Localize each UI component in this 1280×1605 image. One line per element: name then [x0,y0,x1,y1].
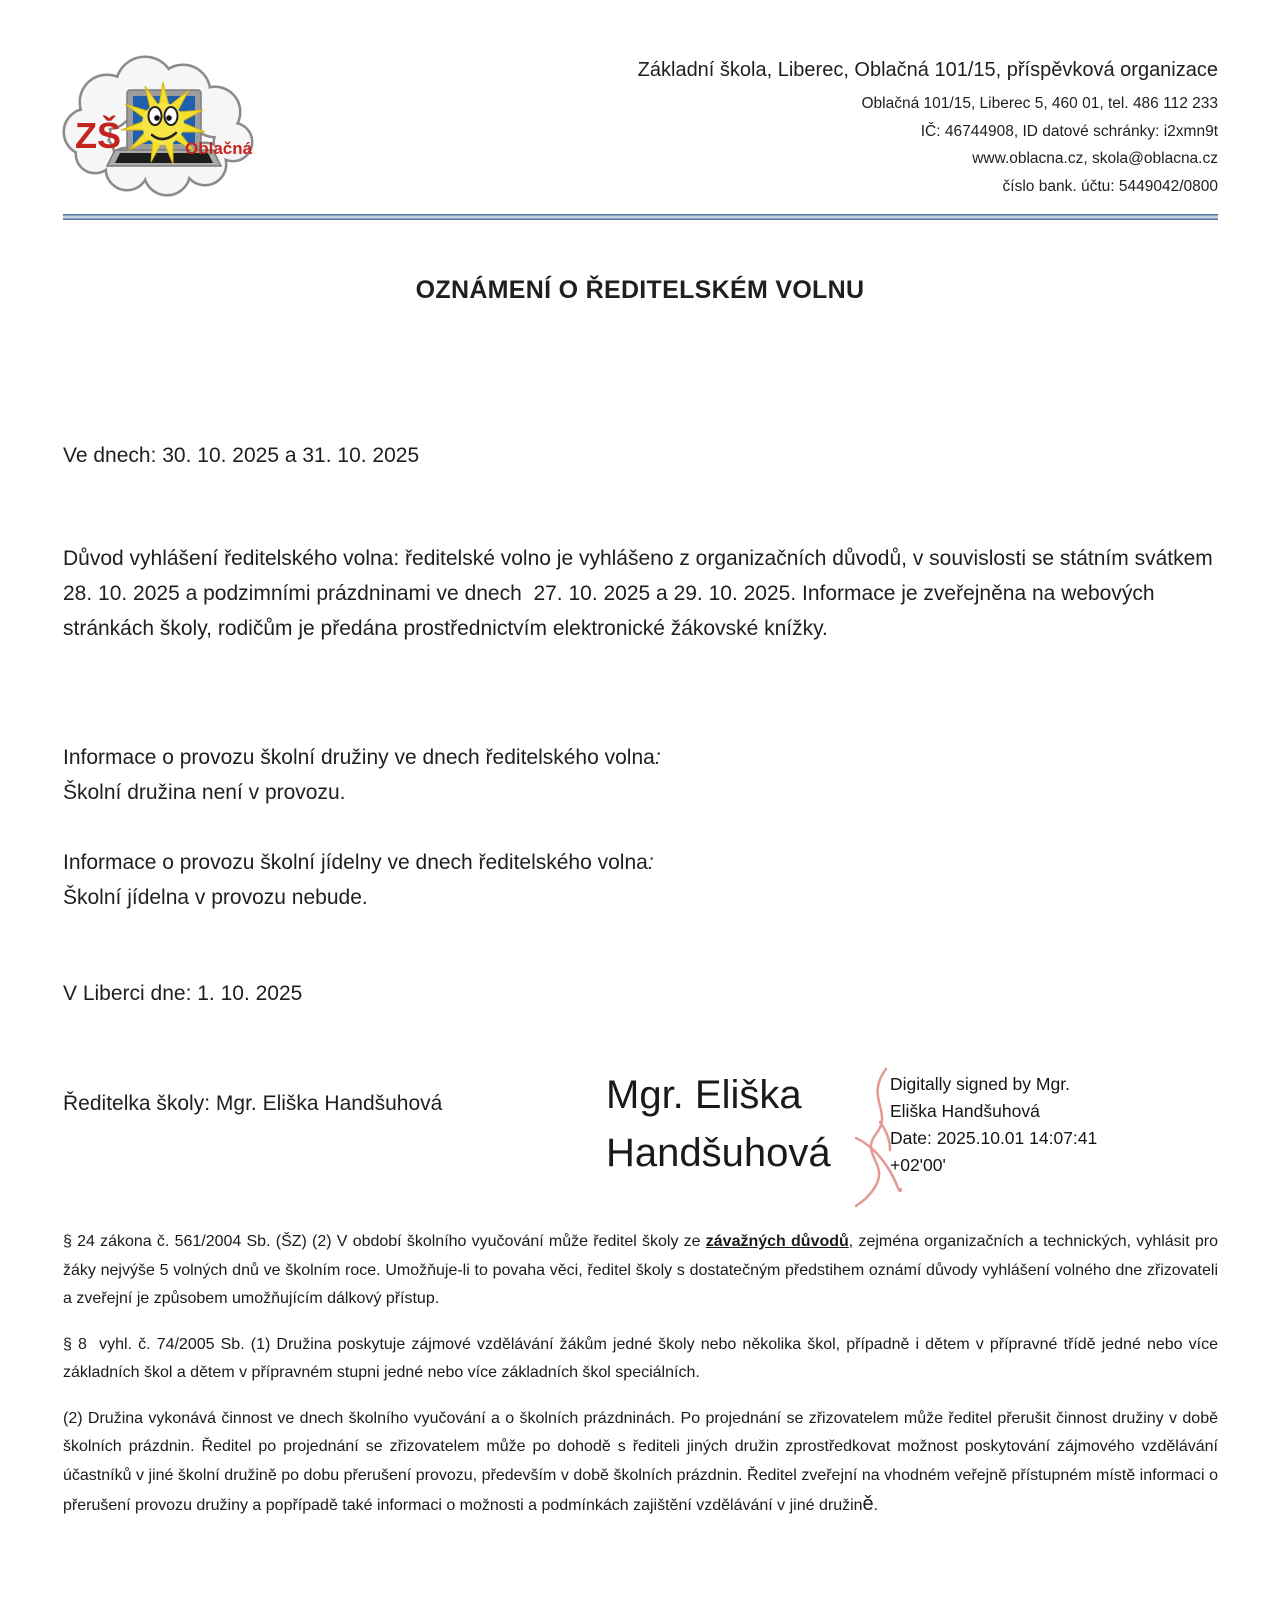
place-date-line: V Liberci dne: 1. 10. 2025 [63,982,303,1005]
cloud-sun-laptop-icon [55,52,263,202]
legal-paragraph-1: § 24 zákona č. 561/2004 Sb. (ŠZ) (2) V období školního vyučování může ředitel školy ze závažných důvodů, zejména organizačních a technických, vyhlásit pro žáky nejvýše 5 volných dnů ve školním roce. Umožňuje-li to povaha věci, ředitel školy s dostatečným předstihem oznámí důvody vyhlášení volného dne zřizovateli a zveřejní je způsobem umožňujícím dálkový přístup. [63,1233,1219,1307]
legal-emphasis: závažných důvodů [705,1233,849,1250]
druzina-heading: Informace o provozu školní družiny ve dnech ředitelského volna: [63,746,661,769]
header-contact-block [638,57,1218,200]
header-divider [63,214,1218,220]
dates-line: Ve dnech: 30. 10. 2025 a 31. 10. 2025 [63,444,420,467]
signature-details-line4: +02'00' [890,1155,946,1175]
druzina-status: Školní družina není v provozu. [63,781,346,804]
signature-label: Ředitelka školy: Mgr. Eliška Handšuhová [63,1092,443,1115]
school-logo [55,52,263,202]
reason-paragraph: Důvod vyhlášení ředitelského volna: ředitelské volno je vyhlášeno z organizačních důvodů, v souvislosti se státním svátkem 28. 10. 2025 a podzimními prázdninami ve dnech 27. 10. 2025 a 29. 10. 2025. Informace je zveřejněna na webových stránkách školy, rodičům je předána prostřednictvím elektronické žákovské knížky. [63,547,1219,640]
legal-paragraph-3: (2) Družina vykonává činnost ve dnech školního vyučování a o školních prázdninách. Po projednání se zřizovatelem může ředitel přerušit činnost družiny v době školních prázdnin. Ředitel po projednání se zřizovatelem může po dohodě s řediteli jiných družin zprostředkovat možnost poskytování zájmového vzdělávání účastníků v jiné školní družině po dobu přerušení provozu, především v době školních prázdnin. Ředitel zveřejní na vhodném veřejně přístupném místě informaci o přerušení provozu družiny a popřípadě také informaci o možnosti a podmínkách zajištění vzdělávání v jiné družině. [63,1409,1218,1515]
legal-paragraph-2: § 8 vyhl. č. 74/2005 Sb. (1) Družina poskytuje zájmové vzdělávání žákům jedné školy nebo několika škol, případně i dětem v přípravné třídě jedné nebo více základních škol a dětem v přípravném stupni jedné nebo více základních škol speciálních. [63,1335,1218,1381]
druzina-heading-colon: : [654,746,661,769]
signature-details-line3: Date: 2025.10.01 14:07:41 [890,1128,1098,1148]
header-bank-line: číslo bank. účtu: 5449042/0800 [1002,177,1218,195]
header-address-line: Oblačná 101/15, Liberec 5, 460 01, tel. 486 112 233 [861,95,1218,112]
signature-name-line1: Mgr. Eliška [606,1073,802,1117]
digital-signature-details [890,1071,1097,1179]
druzina-section [63,740,1218,810]
legal-paragraph-3-large-char: ě [862,1493,874,1515]
signature-details-line2: Eliška Handšuhová [890,1101,1040,1121]
logo-abbr-text: ZŠ [75,115,122,156]
header-web-email-line: www.oblacna.cz, skola@oblacna.cz [972,150,1218,167]
header-id-line: IČ: 46744908, ID datové schránky: i2xmn9t [920,122,1218,140]
logo-name-text: Oblačná [185,139,253,158]
legal-footer [63,1228,1218,1538]
signature-name-line2: Handšuhová [606,1131,831,1175]
digital-signature-name [606,1066,831,1182]
jidelna-status: Školní jídelna v provozu nebude. [63,886,368,909]
jidelna-section [63,845,1218,915]
jidelna-heading: Informace o provozu školní jídelny ve dnech ředitelského volna: [63,851,654,874]
jidelna-heading-colon: : [647,851,654,874]
signature-details-line1: Digitally signed by Mgr. [890,1074,1070,1094]
page-title: OZNÁMENÍ O ŘEDITELSKÉM VOLNU [415,276,865,304]
header-school-name: Základní škola, Liberec, Oblačná 101/15, příspěvková organizace [637,59,1218,81]
